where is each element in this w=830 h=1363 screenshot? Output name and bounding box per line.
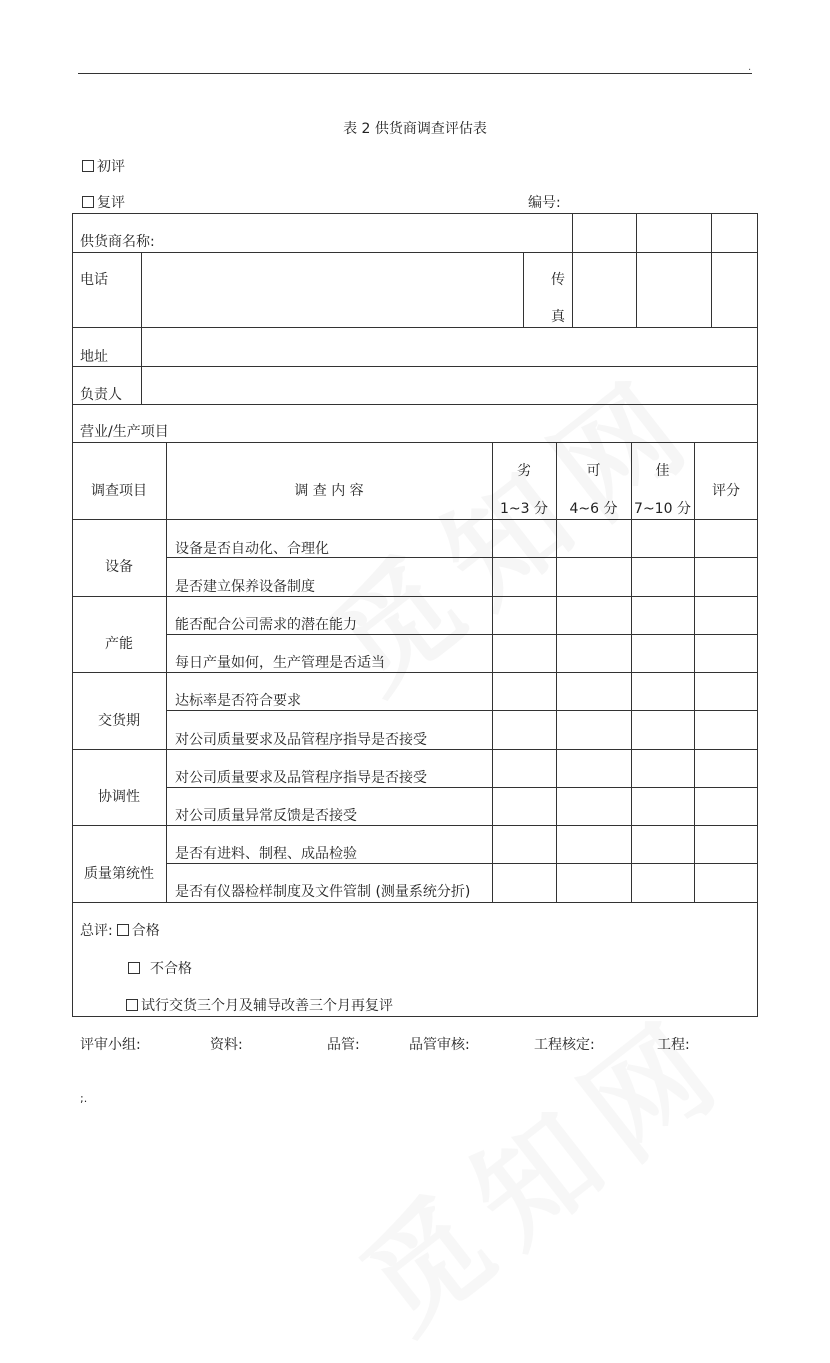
- business-items-label: 营业/生产项目: [80, 424, 169, 440]
- criteria-item: 每日产量如何，生产管理是否适当: [175, 655, 385, 671]
- header-fair-range: 4~6 分: [569, 501, 618, 517]
- row-divider: [72, 252, 758, 253]
- row-divider: [72, 442, 758, 443]
- header-score: 评分: [712, 483, 740, 499]
- criteria-item: 设备是否自动化、合理化: [175, 541, 329, 557]
- watermark: [322, 969, 759, 1363]
- engineering-verify-label: 工程核定:: [534, 1037, 595, 1053]
- row-divider: [166, 634, 758, 635]
- row-divider: [166, 863, 758, 864]
- review-first-label: 初评: [97, 159, 125, 175]
- page-title: 表 2 供货商调查评估表: [343, 121, 487, 137]
- header-poor: 劣: [517, 463, 531, 479]
- header-rule: [78, 73, 752, 74]
- category-quality-system: 质量第统性: [84, 866, 154, 882]
- col-divider: [694, 442, 695, 902]
- review-again-option[interactable]: [82, 192, 125, 212]
- col-divider: [572, 213, 573, 327]
- category-equipment: 设备: [105, 559, 133, 575]
- checkbox-icon[interactable]: [82, 160, 94, 172]
- header-good: 佳: [655, 463, 670, 479]
- row-divider: [72, 902, 758, 903]
- row-divider: [72, 672, 758, 673]
- criteria-item: 是否有仪器检样制度及文件管制 (测量系统分折): [175, 884, 471, 900]
- qc-label: 品管:: [327, 1037, 360, 1053]
- trial-label: 试行交货三个月及辅导改善三个月再复评: [141, 998, 393, 1014]
- summary-row-fail: [128, 958, 192, 978]
- category-delivery: 交货期: [98, 713, 140, 729]
- header-content: 调 查 内 容: [294, 483, 364, 499]
- review-team-label: 评审小组:: [80, 1037, 141, 1053]
- qc-review-label: 品管审核:: [409, 1037, 470, 1053]
- row-divider: [72, 825, 758, 826]
- row-divider: [72, 366, 758, 367]
- phone-label: 电话: [80, 272, 108, 288]
- header-fair: 可: [586, 463, 601, 479]
- criteria-item: 对公司质量要求及品管程序指导是否接受: [175, 770, 427, 786]
- supplier-name-label: 供货商名称:: [80, 234, 155, 250]
- criteria-item: 达标率是否符合要求: [175, 693, 301, 709]
- serial-number-label: 编号:: [528, 195, 561, 211]
- summary-row-pass: [80, 920, 160, 940]
- row-divider: [166, 787, 758, 788]
- row-divider: [72, 327, 758, 328]
- row-divider: [72, 519, 758, 520]
- col-divider: [166, 442, 167, 902]
- data-label: 资料:: [210, 1037, 243, 1053]
- header-good-range: 7~10 分: [634, 501, 691, 517]
- fax-label-part2: 真: [551, 309, 565, 325]
- criteria-item: 能否配合公司需求的潜在能力: [175, 617, 357, 633]
- engineering-label: 工程:: [657, 1037, 690, 1053]
- row-divider: [72, 596, 758, 597]
- header-poor-range: 1~3 分: [500, 501, 548, 517]
- col-divider: [141, 252, 142, 404]
- checkbox-icon[interactable]: [126, 999, 138, 1011]
- summary-row-trial: [126, 995, 393, 1015]
- review-first-option[interactable]: [82, 156, 125, 176]
- row-divider: [72, 749, 758, 750]
- checkbox-icon[interactable]: [128, 962, 140, 974]
- page-mark: ;.: [80, 1092, 88, 1105]
- address-label: 地址: [80, 349, 108, 365]
- col-divider: [636, 213, 637, 327]
- col-divider: [523, 252, 524, 327]
- fax-label-part1: 传: [551, 272, 565, 288]
- category-coordination: 协调性: [98, 789, 140, 805]
- category-capacity: 产能: [105, 636, 133, 652]
- criteria-item: 对公司质量要求及品管程序指导是否接受: [175, 732, 427, 748]
- checkbox-icon[interactable]: [82, 196, 94, 208]
- checkbox-icon[interactable]: [117, 924, 129, 936]
- row-divider: [72, 404, 758, 405]
- row-divider: [166, 710, 758, 711]
- fail-label: 不合格: [150, 961, 192, 977]
- criteria-item: 对公司质量异常反馈是否接受: [175, 808, 357, 824]
- criteria-item: 是否建立保养设备制度: [175, 579, 315, 595]
- col-divider: [711, 213, 712, 327]
- header-item: 调查项目: [91, 483, 147, 499]
- header-mark: .: [748, 62, 752, 73]
- summary-label: 总评:: [80, 923, 113, 939]
- review-again-label: 复评: [97, 195, 125, 211]
- pass-label: 合格: [131, 923, 160, 939]
- criteria-item: 是否有进料、制程、成品检验: [175, 846, 357, 862]
- person-in-charge-label: 负责人: [80, 387, 122, 403]
